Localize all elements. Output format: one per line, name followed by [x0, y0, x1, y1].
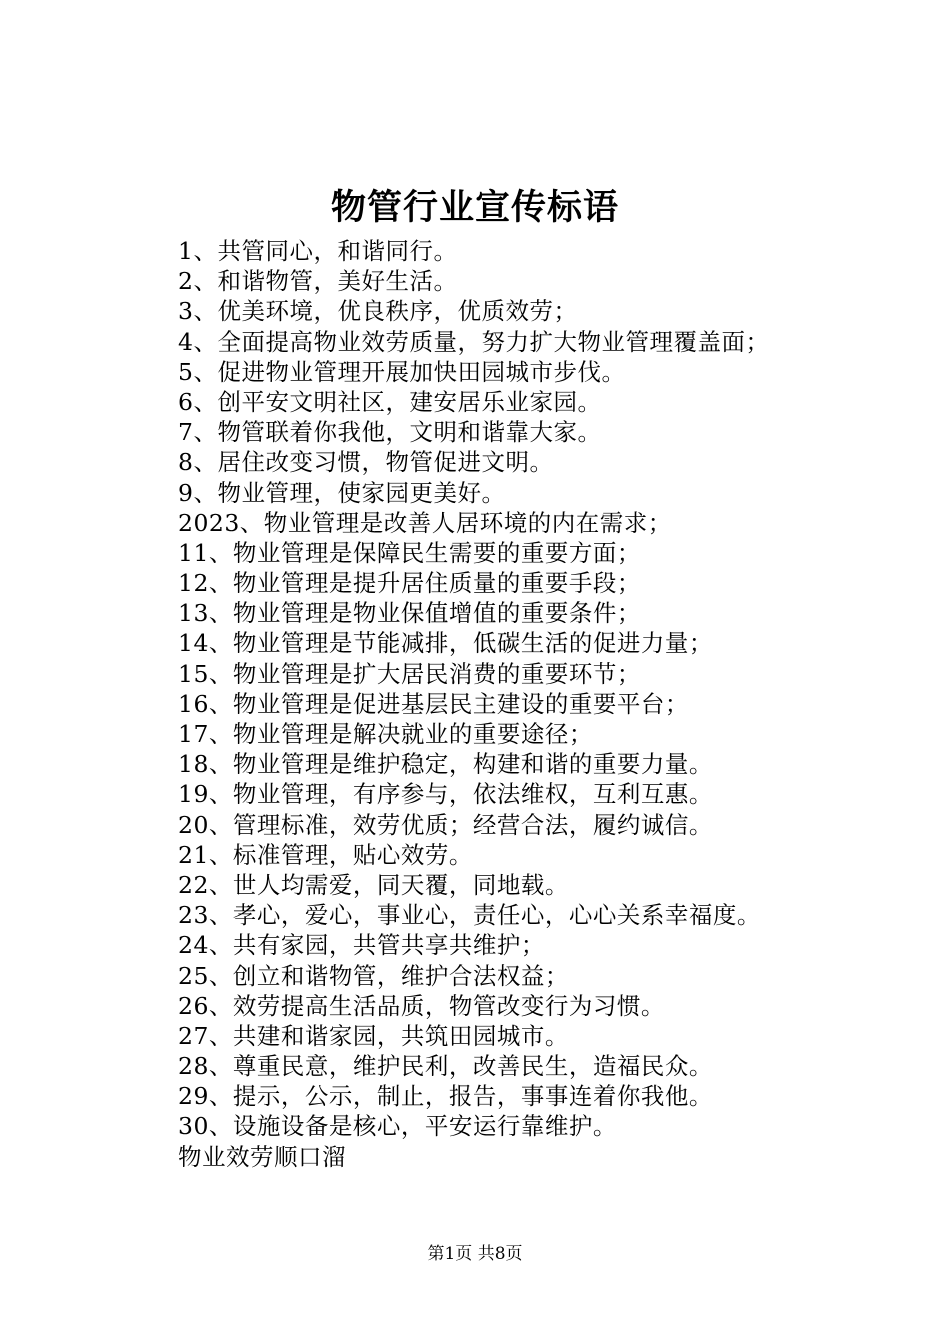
slogan-line: 21、标准管理，贴心效劳。 — [178, 840, 473, 869]
page-title: 物管行业宣传标语 — [330, 187, 619, 228]
slogan-line: 19、物业管理，有序参与，依法维权，互利互惠。 — [178, 780, 713, 809]
slogan-line: 20、管理标准，效劳优质；经营合法，履约诚信。 — [178, 810, 713, 839]
slogan-line: 16、物业管理是促进基层民主建设的重要平台； — [178, 689, 689, 718]
slogan-line: 18、物业管理是维护稳定，构建和谐的重要力量。 — [178, 750, 713, 779]
slogan-line: 22、世人均需爱，同天覆，同地载。 — [178, 870, 569, 899]
slogan-line: 27、共建和谐家园，共筑田园城市。 — [178, 1021, 569, 1050]
slogan-line: 9、物业管理，使家园更美好。 — [178, 478, 506, 507]
page-footer: 第1页 共8页 — [427, 1244, 523, 1264]
slogan-line: 6、创平安文明社区，建安居乐业家园。 — [178, 387, 602, 416]
slogan-line: 26、效劳提高生活品质，物管改变行为习惯。 — [178, 991, 665, 1020]
slogan-line: 2023、物业管理是改善人居环境的内在需求； — [178, 508, 672, 537]
slogan-line: 15、物业管理是扩大居民消费的重要环节； — [178, 659, 641, 688]
slogan-line: 13、物业管理是物业保值增值的重要条件； — [178, 599, 641, 628]
slogan-line: 11、物业管理是保障民生需要的重要方面； — [178, 538, 641, 567]
slogan-line: 28、尊重民意，维护民利，改善民生，造福民众。 — [178, 1052, 713, 1081]
slogan-line: 25、创立和谐物管，维护合法权益； — [178, 961, 569, 990]
slogan-line: 3、优美环境，优良秩序，优质效劳； — [178, 297, 578, 326]
slogan-line: 14、物业管理是节能减排，低碳生活的促进力量； — [178, 629, 713, 658]
slogan-line: 29、提示，公示，制止，报告，事事连着你我他。 — [178, 1082, 713, 1111]
slogan-line: 23、孝心，爱心，事业心，责任心，心心关系幸福度。 — [178, 901, 761, 930]
slogan-line: 4、全面提高物业效劳质量，努力扩大物业管理覆盖面； — [178, 327, 770, 356]
slogan-list — [178, 236, 878, 1172]
slogan-line: 8、居住改变习惯，物管促进文明。 — [178, 448, 554, 477]
slogan-line: 7、物管联着你我他，文明和谐靠大家。 — [178, 418, 602, 447]
section-heading: 物业效劳顺口溜 — [178, 1142, 346, 1171]
slogan-line: 1、共管同心，和谐同行。 — [178, 237, 458, 265]
slogan-line: 5、促进物业管理开展加快田园城市步伐。 — [178, 357, 626, 386]
slogan-line: 30、设施设备是核心，平安运行靠维护。 — [178, 1112, 617, 1141]
slogan-line: 2、和谐物管，美好生活。 — [178, 267, 458, 296]
slogan-line: 24、共有家园，共管共享共维护； — [178, 931, 545, 960]
slogan-line: 17、物业管理是解决就业的重要途径； — [178, 720, 593, 748]
slogan-line: 12、物业管理是提升居住质量的重要手段； — [178, 569, 641, 598]
